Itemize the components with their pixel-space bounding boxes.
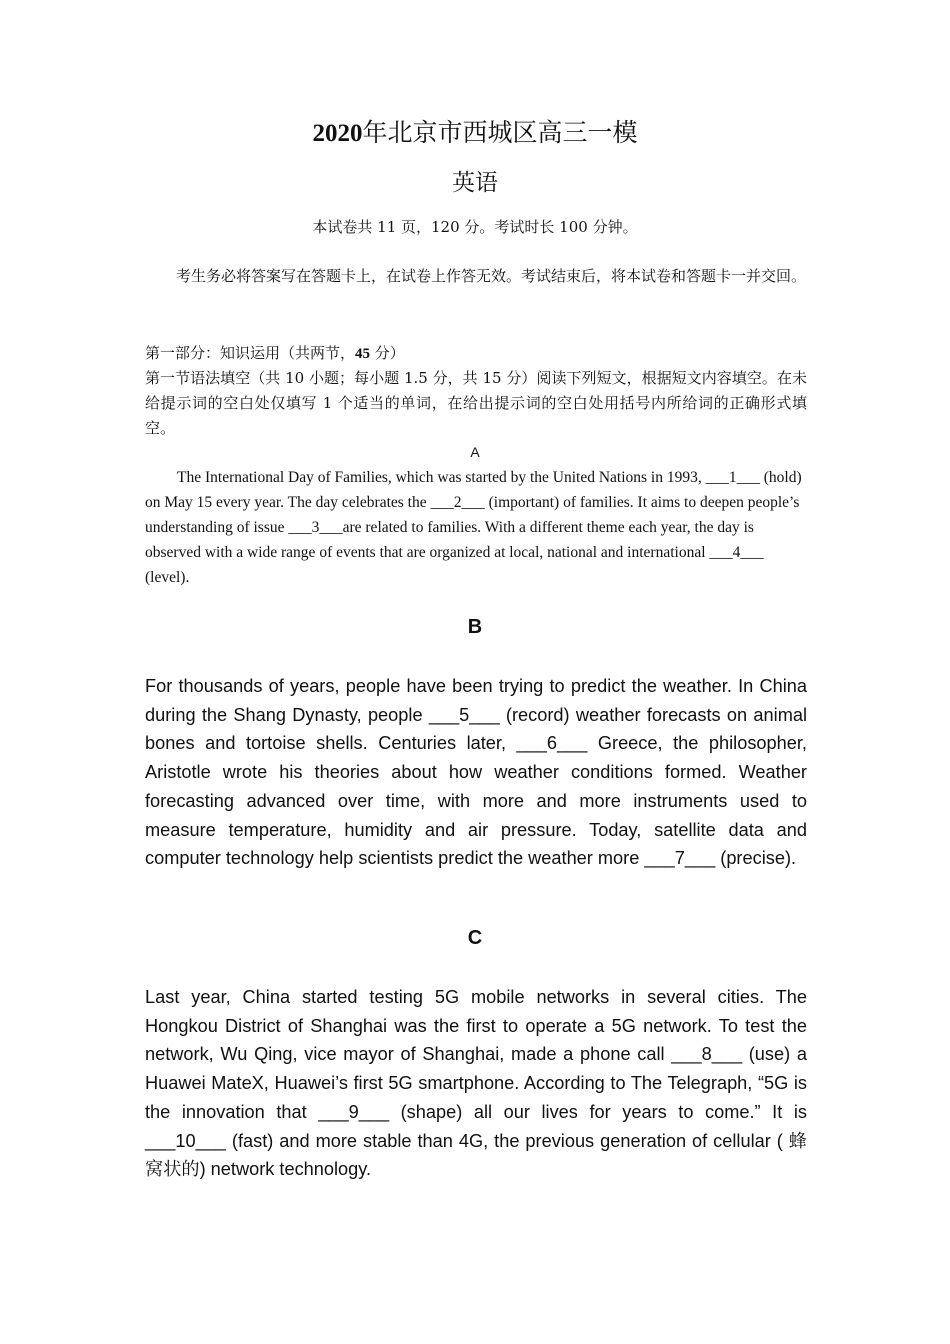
passage-a [145, 465, 807, 590]
part-one-points: 45 [355, 346, 371, 362]
passage-a-label: A [470, 444, 480, 460]
title-year: 2020 [312, 120, 363, 147]
section-one-instructions: 第一节语法填空（共 10 小题；每小题 1.5 分，共 15 分）阅读下列短文，根据短文内容填空。在未给提示词的空白处仅填写 1 个适当的单词，在给出提示词的空白处用括号内所给词的正确形式填空。 [145, 369, 807, 437]
subject-heading: 英语 [452, 170, 498, 196]
part-one-label: 第一部分：知识运用（共两节， [145, 344, 356, 362]
exam-meta: 本试卷共 11 页，120 分。考试时长 100 分钟。 [312, 218, 638, 236]
passage-b-text: For thousands of years, people have been trying to predict the weather. In China during the Shang Dynasty, people ___5___ (record) weather forecasts on animal bones and tortoise shells. Centuries later, ___6___ Greece, the philosopher, Aristotle wrote his theories about how weather conditions formed. Weather forecasting advanced over time, with more and more instruments used to measure temperature, humidity and air pressure. Today, satellite data and computer technology help scientists predict the weather more ___7___ (precise). [145, 676, 807, 869]
passage-c-text: Last year, China started testing 5G mobile networks in several cities. The Hongkou District of Shanghai was the first to operate a 5G network. To test the network, Wu Qing, vice mayor of Shanghai, made a phone call ___8___ (use) a Huawei MateX, Huawei’s first 5G smartphone. According to The Telegraph, “5G is the innovation that ___9___ (shape) all our lives for years to come.” It is ___10___ (fast) and more stable than 4G, the previous generation of cellular ( 蜂窝状的) network technology. [145, 987, 807, 1180]
passage-a-text: The International Day of Families, which was started by the United Nations in 1993, ___1___ (hold) on May 15 every year. The day celebrates the ___2___ (important) of families. It aims to deepen people’s understanding of issue ___3___are related to families. With a different theme each year, the day is observed with a wide range of events that are organized at local, national and international ___4___ (level). [145, 469, 802, 586]
part-one-heading [145, 341, 807, 366]
passage-b-label: B [467, 616, 483, 638]
exam-notice: 考生务必将答案写在答题卡上，在试卷上作答无效。考试结束后，将本试卷和答题卡一并交回。 [176, 267, 807, 285]
passage-c-label: C [467, 927, 483, 949]
title-text: 年北京市西城区高三一模 [362, 118, 638, 147]
part-one-suffix: 分） [370, 344, 405, 362]
page-title [0, 116, 950, 151]
